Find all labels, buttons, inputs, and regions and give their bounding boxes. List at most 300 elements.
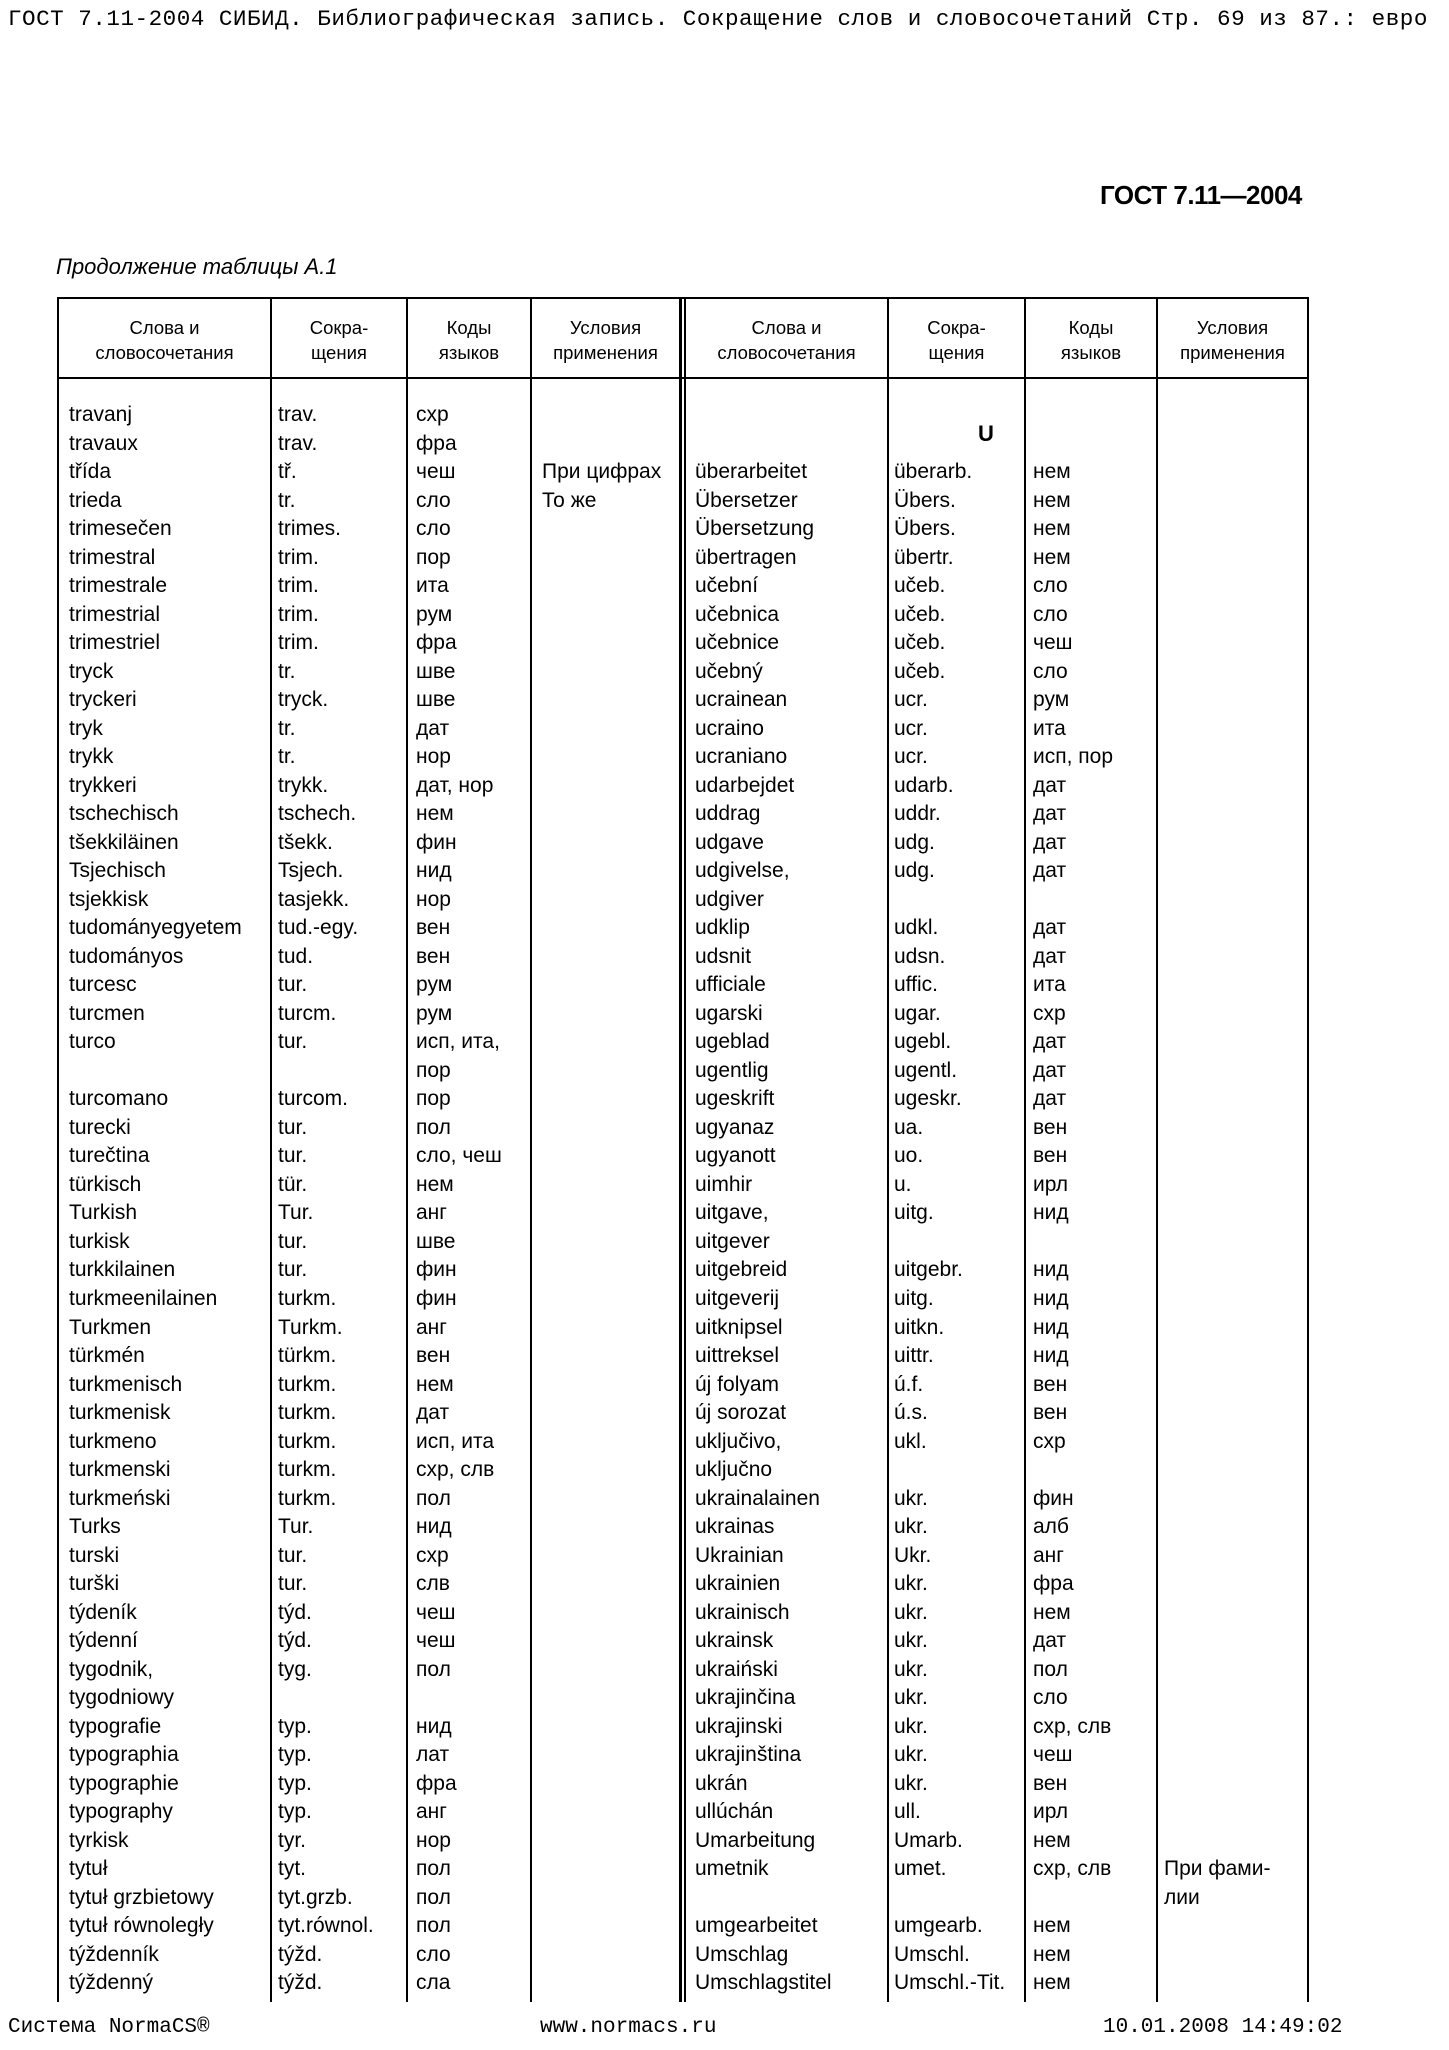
right-codes-cell: схр, слв <box>1033 1714 1112 1738</box>
header-conditions-right-label: Условия применения <box>1180 317 1285 363</box>
left-words-cell: travaux <box>69 431 138 455</box>
right-codes-cell: нид <box>1033 1201 1069 1225</box>
left-abbr-cell: trykk. <box>278 773 329 797</box>
left-words-cell: travanj <box>69 403 133 426</box>
header-codes-label: Коды языков <box>438 317 500 363</box>
right-abbr-cell: ua. <box>894 1115 924 1139</box>
left-abbr-cell: turkm. <box>278 1372 337 1396</box>
right-abbr-cell: ucr. <box>894 716 928 740</box>
right-codes-cell: дат <box>1033 1058 1067 1082</box>
right-words-cell: ukrajinčina <box>695 1686 796 1710</box>
left-abbr-cell: tr. <box>278 716 296 740</box>
right-conditions-cell: При фами- <box>1164 1857 1271 1881</box>
left-words-cell: týždenný <box>69 1971 154 1995</box>
table-caption: Продолжение таблицы А.1 <box>56 254 338 279</box>
left-codes-cell: сло, чеш <box>416 1144 502 1168</box>
left-words-cell: trieda <box>69 488 122 512</box>
left-abbr-cell: trim. <box>278 545 319 569</box>
right-words-cell: učebný <box>695 659 763 683</box>
right-conditions-cell <box>1164 1371 1414 1400</box>
left-words-cell: týždenník <box>69 1942 159 1966</box>
left-words-cell: turcomano <box>69 1087 169 1111</box>
right-conditions-cell <box>1164 1570 1414 1599</box>
right-abbr-cell: Übers. <box>894 488 956 512</box>
section-letter: U <box>978 421 994 446</box>
right-conditions-cell <box>1164 1656 1414 1685</box>
right-conditions-cell <box>1164 1342 1414 1371</box>
left-codes-cell: сло <box>416 1942 451 1966</box>
right-words-cell: ugyanaz <box>695 1115 775 1139</box>
right-abbr-cell: u. <box>894 1172 912 1196</box>
right-words-cell: Umarbeitung <box>695 1828 816 1852</box>
left-codes-cell: анг <box>416 1315 447 1339</box>
right-abbr-cell: übertr. <box>894 545 954 569</box>
left-codes-cell: пол <box>416 1115 451 1139</box>
right-words-cell: uitgebreid <box>695 1258 788 1282</box>
left-codes-cell: фин <box>416 1258 457 1282</box>
right-conditions-cell <box>1164 544 1414 573</box>
right-codes-cell: анг <box>1033 1543 1064 1567</box>
header-conditions-right <box>1158 307 1307 373</box>
left-codes-cell: нид <box>416 1714 452 1738</box>
right-codes-cell: ита <box>1033 716 1066 740</box>
left-codes-cell: чеш <box>416 1600 456 1624</box>
left-words-cell: turški <box>69 1572 120 1596</box>
right-conditions-cell <box>1164 1627 1414 1656</box>
left-abbr-cell: tř. <box>278 460 297 484</box>
right-conditions-cell <box>1164 1399 1414 1428</box>
header-abbr-right-label: Сокра- щения <box>927 317 986 363</box>
left-words-cell: tytuł grzbietowy <box>69 1885 214 1909</box>
left-abbr-cell: turcom. <box>278 1087 349 1111</box>
right-abbr-cell: ú.s. <box>894 1401 928 1425</box>
right-codes-cell: схр <box>1033 1429 1066 1453</box>
right-abbr-cell: uitg. <box>894 1286 934 1310</box>
right-words-cell: učební <box>695 574 759 598</box>
left-words-cell: turkmenisk <box>69 1401 171 1425</box>
right-codes-cell: дат <box>1033 944 1067 968</box>
right-conditions-cell <box>1164 515 1414 544</box>
right-abbr-cell: ugebl. <box>894 1030 952 1054</box>
right-abbr-cell: udg. <box>894 830 935 854</box>
right-words-cell: ukrainien <box>695 1572 781 1596</box>
left-abbr-cell: tur. <box>278 973 308 997</box>
right-codes-cell: нем <box>1033 1942 1071 1966</box>
left-codes-cell: вен <box>416 916 451 940</box>
left-codes-cell: сла <box>416 1971 451 1995</box>
right-abbr-cell: ugentl. <box>894 1058 958 1082</box>
left-abbr-cell: tšekk. <box>278 830 333 854</box>
left-abbr-cell: tur. <box>278 1258 308 1282</box>
left-codes-cell: фра <box>416 431 457 455</box>
left-conditions-cell: То же <box>542 488 597 512</box>
right-words-cell: umetnik <box>695 1857 769 1881</box>
header-words-right-label: Слова и словосочетания <box>717 317 856 363</box>
right-conditions-cell <box>1164 658 1414 687</box>
left-abbr-cell: tschech. <box>278 802 357 826</box>
header-conditions-label: Условия применения <box>553 317 658 363</box>
right-conditions-cell <box>1164 886 1414 915</box>
left-codes-cell: нем <box>416 1372 454 1396</box>
left-words-cell: trimesečen <box>69 517 172 541</box>
right-codes-cell: ирл <box>1033 1172 1068 1196</box>
left-abbr-cell: tyt.grzb. <box>278 1885 353 1909</box>
left-abbr-cell: tr. <box>278 659 296 683</box>
right-conditions-cell <box>1164 1314 1414 1343</box>
left-words-cell: trykk <box>69 745 114 769</box>
right-words-cell: ucrainean <box>695 688 788 712</box>
right-conditions-cell <box>1164 943 1414 972</box>
left-codes-cell: рум <box>416 973 453 997</box>
left-abbr-cell: turkm. <box>278 1458 337 1482</box>
left-abbr-cell: typ. <box>278 1800 312 1824</box>
left-words-cell: trimestrale <box>69 574 168 598</box>
right-conditions-cell <box>1164 1199 1414 1228</box>
header-codes <box>408 307 530 373</box>
right-words-cell: učebnice <box>695 631 780 655</box>
right-conditions-cell <box>1164 1171 1414 1200</box>
right-conditions-cell <box>1164 1142 1414 1171</box>
right-codes-cell: пол <box>1033 1657 1068 1681</box>
right-codes-cell: нем <box>1033 1828 1071 1852</box>
header-bottom-border <box>57 377 1309 379</box>
right-words-cell: ugarski <box>695 1001 763 1025</box>
right-conditions-cell <box>1164 829 1414 858</box>
left-words-cell: typography <box>69 1800 173 1824</box>
right-words-cell: ucraniano <box>695 745 788 769</box>
right-codes-cell: фра <box>1033 1572 1074 1596</box>
right-abbr-cell: ukr. <box>894 1515 928 1539</box>
left-codes-cell: рум <box>416 602 453 626</box>
right-words-cell: udgiver <box>695 887 764 911</box>
right-codes-cell: вен <box>1033 1771 1068 1795</box>
right-words-cell: überarbeitet <box>695 460 808 484</box>
right-words-cell: übertragen <box>695 545 797 569</box>
right-words-cell: uključivo, <box>695 1429 782 1453</box>
left-codes-cell: фра <box>416 631 457 655</box>
left-abbr-cell: typ. <box>278 1771 312 1795</box>
right-abbr-cell: Umschl.-Tit. <box>894 1971 1006 1995</box>
left-words-cell: tryck <box>69 659 114 683</box>
left-abbr-cell: tur. <box>278 1572 308 1596</box>
left-codes-cell: схр <box>416 1543 449 1567</box>
left-codes-cell: анг <box>416 1201 447 1225</box>
left-abbr-cell: Tur. <box>278 1515 314 1539</box>
left-words-cell: turkmeenilainen <box>69 1286 218 1310</box>
right-abbr-cell: uddr. <box>894 802 941 826</box>
right-abbr-cell: ukr. <box>894 1486 928 1510</box>
right-abbr-cell: ukr. <box>894 1743 928 1767</box>
table-left-border <box>57 297 59 2002</box>
right-conditions-cell <box>1164 430 1414 459</box>
footer-site-link[interactable]: www.normacs.ru <box>540 2016 717 2039</box>
right-conditions-cell <box>1164 629 1414 658</box>
left-words-cell: turkmeński <box>69 1486 171 1510</box>
right-conditions-cell <box>1164 1827 1414 1856</box>
right-abbr-cell: uitgebr. <box>894 1258 963 1282</box>
table-top-border <box>57 297 1309 299</box>
left-abbr-cell: týžd. <box>278 1971 323 1995</box>
right-conditions-cell <box>1164 1085 1414 1114</box>
right-conditions-cell <box>1164 1114 1414 1143</box>
right-codes-cell: вен <box>1033 1144 1068 1168</box>
left-words-cell: trimestral <box>69 545 156 569</box>
right-abbr-cell: učeb. <box>894 602 946 626</box>
right-abbr-cell: Umschl. <box>894 1942 970 1966</box>
right-abbr-cell: ukr. <box>894 1629 928 1653</box>
left-words-cell: Turkish <box>69 1201 138 1225</box>
right-abbr-cell: ukr. <box>894 1771 928 1795</box>
right-abbr-cell: ukl. <box>894 1429 927 1453</box>
right-words-cell: új sorozat <box>695 1401 787 1425</box>
right-abbr-cell: ukr. <box>894 1686 928 1710</box>
left-codes-cell: сло <box>416 517 451 541</box>
right-conditions-cell <box>1164 458 1414 487</box>
right-words-cell: uddrag <box>695 802 761 826</box>
right-words-cell: uitgeverij <box>695 1286 780 1310</box>
right-conditions-cell <box>1164 914 1414 943</box>
right-codes-cell: нем <box>1033 488 1071 512</box>
right-words-cell: Umschlag <box>695 1942 789 1966</box>
left-codes-cell: дат <box>416 1401 450 1425</box>
right-abbr-cell: uo. <box>894 1144 924 1168</box>
right-codes-cell: нид <box>1033 1315 1069 1339</box>
right-words-cell: umgearbeitet <box>695 1914 818 1938</box>
left-words-cell: turkkilainen <box>69 1258 176 1282</box>
left-words-cell: tšekkiläinen <box>69 830 179 854</box>
right-codes-cell: ирл <box>1033 1800 1068 1824</box>
left-codes-cell: исп, ита, <box>416 1030 500 1054</box>
right-conditions-cell <box>1164 1684 1414 1713</box>
left-words-cell: turski <box>69 1543 120 1567</box>
right-codes-cell: дат <box>1033 1030 1067 1054</box>
left-words-cell: turkmeno <box>69 1429 157 1453</box>
left-words-cell: Turks <box>69 1515 121 1539</box>
left-abbr-cell: turkm. <box>278 1429 337 1453</box>
right-conditions-cell <box>1164 686 1414 715</box>
right-codes-cell: дат <box>1033 773 1067 797</box>
right-codes-cell: чеш <box>1033 1743 1073 1767</box>
left-codes-cell: пор <box>416 545 451 569</box>
left-words-cell: týdeník <box>69 1600 137 1624</box>
right-codes-cell: нид <box>1033 1286 1069 1310</box>
left-words-cell: tsjekkisk <box>69 887 149 911</box>
left-words-cell: tryckeri <box>69 688 137 712</box>
left-codes-cell: пол <box>416 1885 451 1909</box>
left-words-cell: turkmenski <box>69 1458 171 1482</box>
left-codes-cell: фин <box>416 830 457 854</box>
footer-datetime: 10.01.2008 14:49:02 <box>1103 2016 1343 2039</box>
left-abbr-cell: typ. <box>278 1714 312 1738</box>
right-codes-cell: нем <box>1033 1600 1071 1624</box>
right-abbr-cell: učeb. <box>894 631 946 655</box>
left-codes-cell: дат, нор <box>416 773 494 797</box>
left-codes-cell: пол <box>416 1486 451 1510</box>
right-codes-cell: дат <box>1033 916 1067 940</box>
right-abbr-cell: ukr. <box>894 1600 928 1624</box>
right-words-cell: ullúchán <box>695 1800 774 1824</box>
left-codes-cell: шве <box>416 1229 456 1253</box>
header-abbr <box>272 307 406 373</box>
right-conditions-cell <box>1164 1485 1414 1514</box>
left-words-cell: turecki <box>69 1115 131 1139</box>
left-words-cell: turcmen <box>69 1001 145 1025</box>
left-codes-cell: вен <box>416 1344 451 1368</box>
right-codes-cell: вен <box>1033 1372 1068 1396</box>
right-abbr-cell: udsn. <box>894 944 946 968</box>
right-abbr-cell: ukr. <box>894 1657 928 1681</box>
right-codes-cell: исп, пор <box>1033 745 1114 769</box>
right-conditions-cell <box>1164 1941 1414 1970</box>
left-abbr-cell: tryck. <box>278 688 329 712</box>
right-abbr-cell: udg. <box>894 859 935 883</box>
right-conditions-cell <box>1164 715 1414 744</box>
right-words-cell: učebnica <box>695 602 780 626</box>
right-words-cell: ukrajinski <box>695 1714 783 1738</box>
right-codes-cell: дат <box>1033 1629 1067 1653</box>
right-words-cell: uitknipsel <box>695 1315 783 1339</box>
right-words-cell: udarbejdet <box>695 773 795 797</box>
left-words-cell: tyrkisk <box>69 1828 129 1852</box>
left-codes-cell: слв <box>416 1572 450 1596</box>
left-abbr-cell: trav. <box>278 403 318 426</box>
left-abbr-cell: Turkm. <box>278 1315 343 1339</box>
right-codes-cell: нид <box>1033 1258 1069 1282</box>
right-codes-cell: нем <box>1033 460 1071 484</box>
right-words-cell: ukrán <box>695 1771 748 1795</box>
left-abbr-cell: Tsjech. <box>278 859 344 883</box>
right-abbr-cell: ú.f. <box>894 1372 924 1396</box>
right-conditions-cell <box>1164 1428 1414 1457</box>
left-abbr-cell: trimes. <box>278 517 341 541</box>
left-abbr-cell: tasjekk. <box>278 887 350 911</box>
left-abbr-cell: tur. <box>278 1543 308 1567</box>
header-abbr-label: Сокра- щения <box>309 317 369 363</box>
left-words-cell: tytuł <box>69 1857 108 1881</box>
right-words-cell: Übersetzer <box>695 488 798 512</box>
left-abbr-cell: tur. <box>278 1115 308 1139</box>
right-codes-cell: фин <box>1033 1486 1074 1510</box>
right-abbr-cell: umet. <box>894 1857 947 1881</box>
right-conditions-cell <box>1164 1057 1414 1086</box>
left-words-cell: tudományegyetem <box>69 916 242 940</box>
right-conditions-cell <box>1164 1513 1414 1542</box>
left-codes-cell: фра <box>416 1771 457 1795</box>
left-words-cell: trykkeri <box>69 773 137 797</box>
right-words-cell: udgivelse, <box>695 859 790 883</box>
right-words-cell: udgave <box>695 830 764 854</box>
page-header-line: ГОСТ 7.11-2004 СИБИД. Библиографическая запись. Сокращение слов и словосочетаний Стр. 69 из 87.: евро <box>8 6 1428 32</box>
header-words-label: Слова и словосочетания <box>95 317 234 363</box>
left-abbr-cell: turkm. <box>278 1486 337 1510</box>
left-abbr-cell: tur. <box>278 1229 308 1253</box>
right-words-cell: uključno <box>695 1458 773 1482</box>
document-code: ГОСТ 7.11—2004 <box>1100 180 1302 210</box>
right-words-cell: ugyanott <box>695 1144 776 1168</box>
right-words-cell: uittreksel <box>695 1344 780 1368</box>
right-codes-cell: сло <box>1033 1686 1068 1710</box>
right-codes-cell: алб <box>1033 1515 1069 1539</box>
left-codes-cell: пор <box>416 1087 451 1111</box>
right-conditions-cell <box>1164 800 1414 829</box>
right-abbr-cell: ucr. <box>894 688 928 712</box>
right-abbr-cell: Umarb. <box>894 1828 963 1852</box>
left-codes-cell: рум <box>416 1001 453 1025</box>
header-conditions <box>532 307 679 373</box>
left-abbr-cell: tur. <box>278 1030 308 1054</box>
left-codes-cell: сло <box>416 488 451 512</box>
right-conditions-cell <box>1164 1000 1414 1029</box>
left-words-cell: tygodniowy <box>69 1686 175 1710</box>
left-words-cell: tryk <box>69 716 103 740</box>
right-words-cell: uitgever <box>695 1229 770 1253</box>
right-words-cell: ukrainsk <box>695 1629 774 1653</box>
left-words-cell: trimestrial <box>69 602 161 626</box>
left-abbr-cell: tyt. <box>278 1857 307 1881</box>
right-words-cell: Ukrainian <box>695 1543 784 1567</box>
left-words-cell: Turkmen <box>69 1315 152 1339</box>
right-words-cell: Umschlagstitel <box>695 1971 832 1995</box>
left-abbr-cell: typ. <box>278 1743 312 1767</box>
right-abbr-cell: udarb. <box>894 773 954 797</box>
right-abbr-cell: udkl. <box>894 916 939 940</box>
right-words-cell: udsnit <box>695 944 752 968</box>
right-codes-cell: схр, слв <box>1033 1857 1112 1881</box>
right-abbr-cell: uffic. <box>894 973 938 997</box>
left-abbr-cell: trav. <box>278 431 318 455</box>
left-abbr-cell: türkm. <box>278 1344 337 1368</box>
right-conditions-cell <box>1164 1912 1414 1941</box>
left-codes-cell: чеш <box>416 1629 456 1653</box>
left-words-cell: týdenní <box>69 1629 138 1653</box>
right-words-cell: uitgave, <box>695 1201 769 1225</box>
left-codes-cell: нем <box>416 802 454 826</box>
left-codes-cell: исп, ита <box>416 1429 495 1453</box>
header-words <box>59 307 270 373</box>
right-conditions-cell <box>1164 1969 1414 1998</box>
left-abbr-cell: trim. <box>278 631 319 655</box>
left-words-cell: tygodnik, <box>69 1657 154 1681</box>
left-abbr-cell: tyr. <box>278 1828 307 1852</box>
left-codes-cell: пол <box>416 1857 451 1881</box>
left-abbr-cell: Tur. <box>278 1201 314 1225</box>
right-abbr-cell: ucr. <box>894 745 928 769</box>
left-abbr-cell: tr. <box>278 488 296 512</box>
left-codes-cell: ита <box>416 574 449 598</box>
right-abbr-cell: ugar. <box>894 1001 941 1025</box>
left-codes-cell: пол <box>416 1914 451 1938</box>
left-words-cell: trimestriel <box>69 631 161 655</box>
right-words-cell: ufficiale <box>695 973 766 997</box>
right-abbr-cell: uittr. <box>894 1344 934 1368</box>
left-codes-cell: вен <box>416 944 451 968</box>
left-abbr-cell: tud.-egy. <box>278 916 359 940</box>
right-codes-cell: нем <box>1033 1914 1071 1938</box>
right-codes-cell: вен <box>1033 1115 1068 1139</box>
left-abbr-cell: týžd. <box>278 1942 323 1966</box>
left-codes-cell: нид <box>416 859 452 883</box>
right-codes-cell: сло <box>1033 659 1068 683</box>
left-codes-cell: нор <box>416 745 451 769</box>
left-abbr-cell: trim. <box>278 602 319 626</box>
right-conditions-cell <box>1164 401 1414 430</box>
header-codes-right-label: Коды языков <box>1060 317 1122 363</box>
left-codes-cell: анг <box>416 1800 447 1824</box>
right-conditions-cell: лии <box>1164 1885 1200 1909</box>
right-codes-cell: рум <box>1033 688 1070 712</box>
right-words-cell: ugeblad <box>695 1030 770 1054</box>
right-codes-cell: нид <box>1033 1344 1069 1368</box>
